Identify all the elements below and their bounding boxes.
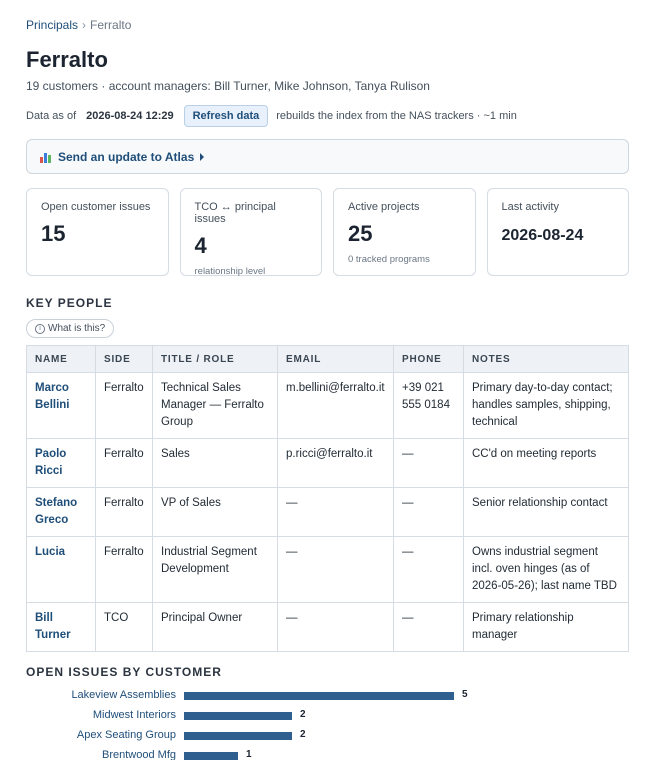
- table-row: [27, 488, 629, 537]
- key-people-heading: KEY PEOPLE: [26, 296, 113, 310]
- card-value: 15: [41, 221, 66, 246]
- bar-row: [26, 728, 629, 744]
- bar: [184, 752, 238, 760]
- card-label: TCO ↔ principal issues: [194, 201, 276, 225]
- person-name-link[interactable]: Marco Bellini: [27, 373, 96, 439]
- table-row: [27, 537, 629, 603]
- send-update-to-atlas-link[interactable]: [40, 150, 204, 164]
- person-notes: Senior relationship contact: [464, 488, 629, 537]
- person-email: m.bellini@ferralto.it: [278, 373, 394, 439]
- bar-customer-label[interactable]: Brentwood Mfg: [102, 749, 176, 760]
- person-notes: CC'd on meeting reports: [464, 439, 629, 488]
- column-header-email: EMAIL: [278, 346, 394, 373]
- bar-chart-icon: [40, 151, 53, 163]
- person-email: —: [278, 537, 394, 603]
- bar-value-label: 5: [462, 689, 468, 700]
- person-title: Industrial Segment Development: [153, 537, 278, 603]
- person-phone: +39 021 555 0184: [394, 373, 464, 439]
- bar: [184, 732, 292, 740]
- person-email: p.ricci@ferralto.it: [278, 439, 394, 488]
- person-side: Ferralto: [96, 373, 153, 439]
- column-header-phone: PHONE: [394, 346, 464, 373]
- person-name-link[interactable]: Stefano Greco: [27, 488, 96, 537]
- key-people-table: [26, 345, 629, 652]
- table-header-row: [27, 346, 629, 373]
- summary-cards: [26, 188, 629, 276]
- column-header-side: SIDE: [96, 346, 153, 373]
- person-notes: Primary day-to-day contact; handles samples, shipping, technical: [464, 373, 629, 439]
- open-issues-heading: OPEN ISSUES BY CUSTOMER: [26, 665, 222, 679]
- card-tco-principal-issues: [180, 188, 323, 276]
- bar-value-label: 2: [300, 729, 306, 740]
- person-phone: —: [394, 439, 464, 488]
- info-icon: i: [35, 324, 45, 334]
- person-side: Ferralto: [96, 439, 153, 488]
- card-open-customer-issues: [26, 188, 169, 276]
- data-timestamp: 2026-08-24 12:29: [86, 110, 174, 122]
- person-email: —: [278, 488, 394, 537]
- atlas-link-label: Send an update to Atlas: [58, 149, 195, 164]
- person-title: Sales: [153, 439, 278, 488]
- card-value: 4: [194, 233, 207, 258]
- column-header-notes: NOTES: [464, 346, 629, 373]
- refresh-note: rebuilds the index from the NAS trackers · ~1 min: [276, 110, 517, 122]
- caret-right-icon: [200, 153, 204, 161]
- bar-customer-label[interactable]: Midwest Interiors: [92, 709, 176, 721]
- bar-value-label: 1: [246, 749, 252, 760]
- person-title: VP of Sales: [153, 488, 278, 537]
- data-as-of-label: Data as of: [26, 110, 77, 122]
- person-notes: Owns industrial segment incl. oven hinges (as of 2026-05-26); last name TBD: [464, 537, 629, 603]
- bar-row: [26, 708, 629, 724]
- bar-customer-label[interactable]: Apex Seating Group: [76, 729, 176, 741]
- person-name-link[interactable]: Lucia: [27, 537, 96, 603]
- bar: [184, 692, 454, 700]
- person-phone: —: [394, 603, 464, 652]
- breadcrumb-current: Ferralto: [90, 18, 132, 32]
- bar-row: [26, 688, 629, 704]
- card-sub: 0 tracked programs: [348, 254, 430, 265]
- person-email: —: [278, 603, 394, 652]
- person-name-link[interactable]: Bill Turner: [27, 603, 96, 652]
- what-is-this-button[interactable]: [26, 319, 114, 338]
- card-active-projects: [333, 188, 476, 276]
- person-title: Technical Sales Manager — Ferralto Group: [153, 373, 278, 439]
- page-title: Ferralto: [26, 47, 108, 72]
- person-phone: —: [394, 537, 464, 603]
- column-header-name: NAME: [27, 346, 96, 373]
- person-title: Principal Owner: [153, 603, 278, 652]
- bar: [184, 712, 292, 720]
- table-row: [27, 373, 629, 439]
- breadcrumb-separator: ›: [82, 18, 87, 32]
- table-row: [27, 603, 629, 652]
- data-status: [26, 104, 517, 128]
- bar-value-label: 2: [300, 709, 306, 720]
- card-label: Active projects: [348, 201, 420, 213]
- person-phone: —: [394, 488, 464, 537]
- person-notes: Primary relationship manager: [464, 603, 629, 652]
- person-name-link[interactable]: Paolo Ricci: [27, 439, 96, 488]
- what-is-this-label: What is this?: [48, 323, 106, 334]
- bar-row: [26, 748, 629, 760]
- column-header-title: TITLE / ROLE: [153, 346, 278, 373]
- card-sub: relationship level: [194, 266, 266, 277]
- card-label: Open customer issues: [41, 201, 151, 213]
- card-label: Last activity: [501, 201, 559, 213]
- person-side: Ferralto: [96, 537, 153, 603]
- bar-customer-label[interactable]: Lakeview Assemblies: [71, 689, 176, 701]
- refresh-data-button[interactable]: Refresh data: [184, 105, 269, 127]
- breadcrumb: [26, 18, 131, 32]
- page-subtitle: 19 customers · account managers: Bill Turner, Mike Johnson, Tanya Rulison: [26, 79, 430, 93]
- person-side: Ferralto: [96, 488, 153, 537]
- atlas-update-bar: [26, 139, 629, 174]
- card-last-activity: [487, 188, 630, 276]
- person-side: TCO: [96, 603, 153, 652]
- card-value: 25: [348, 221, 373, 246]
- breadcrumb-link-principals[interactable]: Principals: [26, 18, 79, 32]
- table-row: [27, 439, 629, 488]
- card-value: 2026-08-24: [501, 227, 584, 244]
